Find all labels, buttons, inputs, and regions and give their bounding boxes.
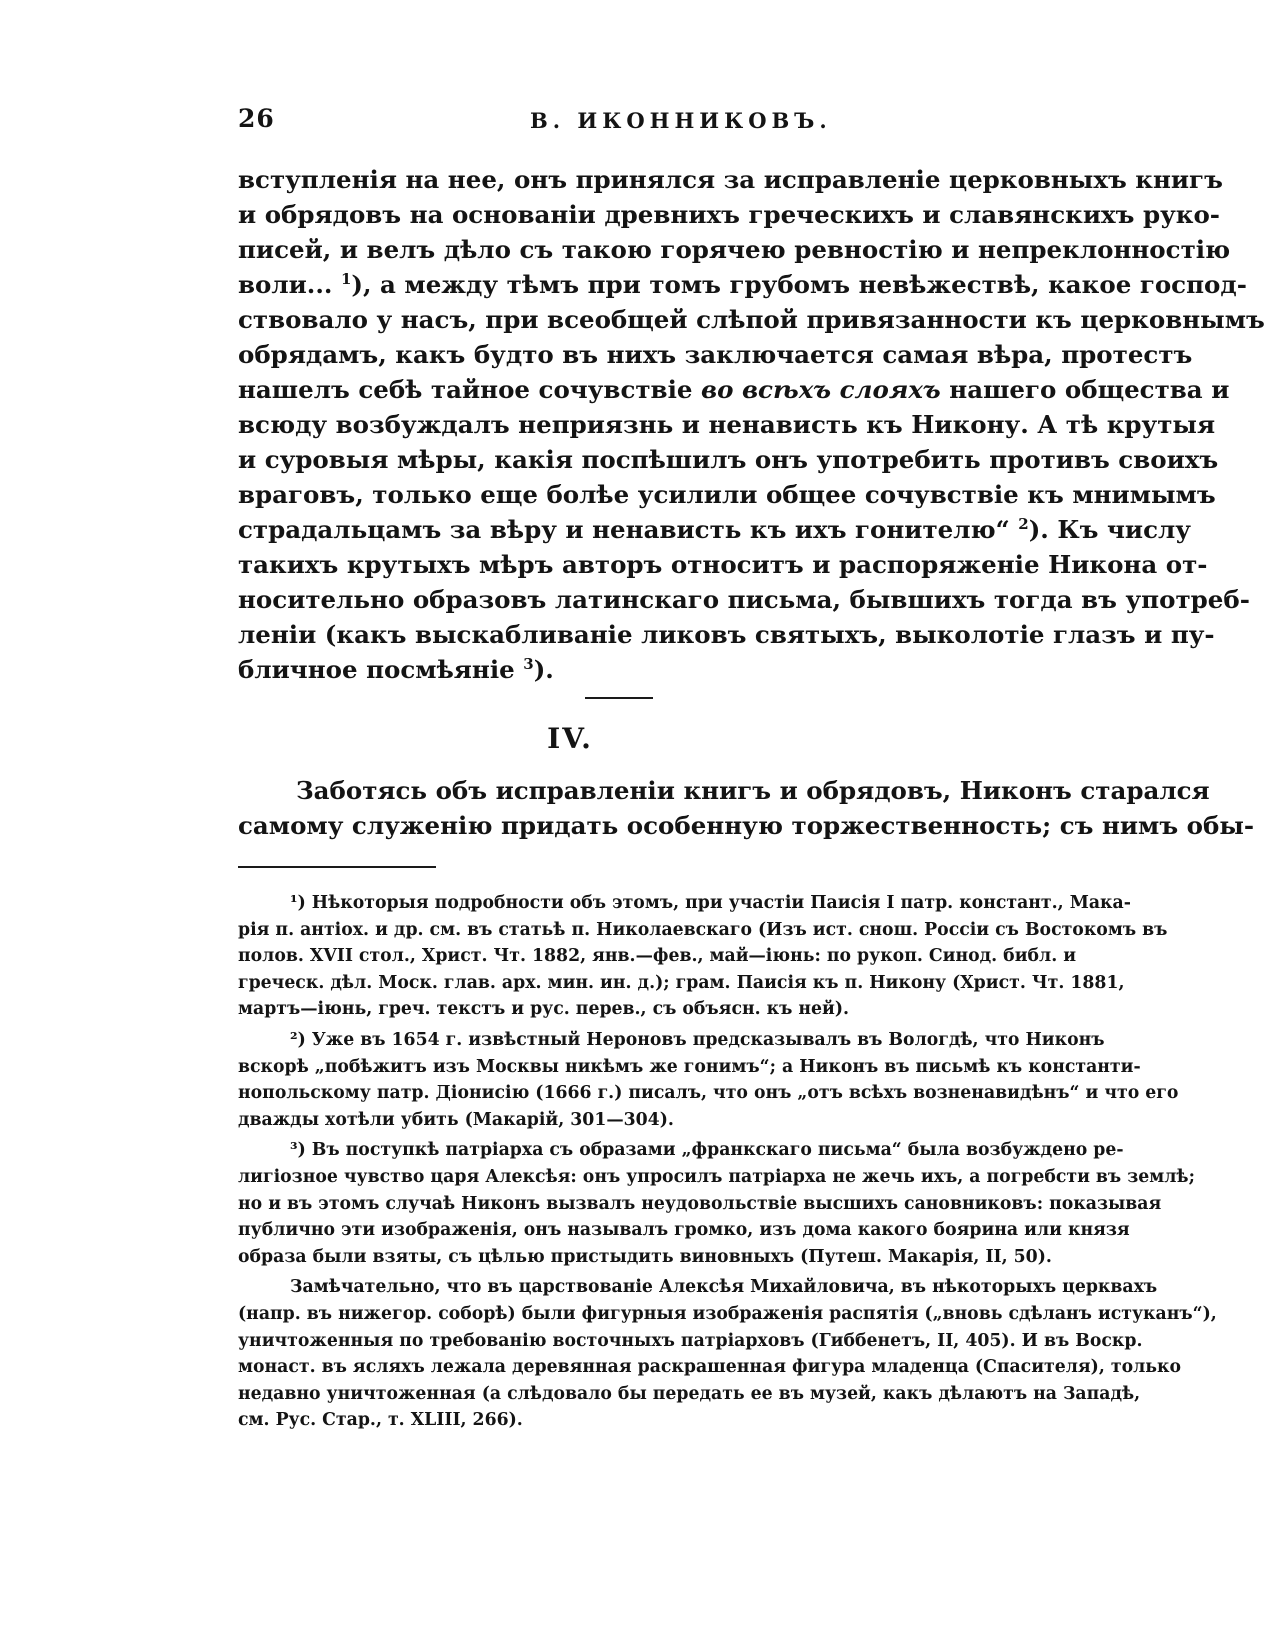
text-line: ствовало у насъ, при всеобщей слѣпой привязанности къ церковнымъ	[238, 305, 1265, 334]
footnote-line: Замѣчательно, что въ царствованіе Алексѣя Михайловича, въ нѣкоторыхъ церквахъ	[290, 1277, 1158, 1298]
text-line: бличное посмѣяніе $^3$).	[238, 654, 554, 684]
text-line: всюду возбуждалъ неприязнь и ненависть къ Никону. А тѣ крутыя	[238, 410, 1216, 439]
footnote-line: лигіозное чувство царя Алексѣя: онъ упросилъ патріарха не жечь ихъ, а погребсти въ землѣ;	[238, 1166, 1195, 1187]
footnote-ref: 2	[1018, 514, 1029, 533]
text-line: такихъ крутыхъ мѣръ авторъ относитъ и распоряженіе Никона от-	[238, 550, 1208, 579]
footnote-line: нопольскому патр. Діонисію (1666 г.) писалъ, что онъ „отъ всѣхъ возненавидѣнъ“ и что его	[238, 1083, 1179, 1104]
text-line: и обрядовъ на основаніи древнихъ греческихъ и славянскихъ руко-	[238, 200, 1220, 229]
footnote-line: ¹) Нѣкоторыя подробности объ этомъ, при участіи Паисія I патр. констант., Мака-	[290, 893, 1131, 913]
footnote-line: но и въ этомъ случаѣ Никонъ вызвалъ неудовольствіе высшихъ сановниковъ: показывая	[238, 1193, 1162, 1214]
footnote-line: монаст. въ ясляхъ лежала деревянная раскрашенная фигура младенца (Спасителя), только	[238, 1357, 1182, 1378]
footnote-line: греческ. дѣл. Моск. глав. арх. мин. ин. д.); грам. Паисія къ п. Никону (Христ. Чт. 1881,	[238, 972, 1125, 993]
text-line: носительно образовъ латинскаго письма, бывшихъ тогда въ употреб-	[238, 585, 1250, 614]
text-line: писей, и велъ дѣло съ такою горячею ревностію и непреклонностію	[238, 235, 1231, 264]
footnote-line: дважды хотѣли убить (Макарій, 301—304).	[238, 1109, 674, 1130]
footnotes	[238, 890, 1217, 1434]
footnote-line: (напр. въ нижегор. соборѣ) были фигурныя изображенія распятія („вновь сдѣланъ истуканъ“),	[238, 1303, 1217, 1324]
footnote-line: публично эти изображенія, онъ называлъ громко, изъ дома какого боярина или князя	[238, 1220, 1130, 1241]
footnote-line: ³) Въ поступкѣ патріарха съ образами „франкскаго письма“ была возбуждено ре-	[290, 1140, 1124, 1161]
text-line: враговъ, только еще болѣе усилили общее сочувствіе къ мнимымъ	[238, 480, 1216, 509]
text-line: обрядамъ, какъ будто въ нихъ заключается самая вѣра, протестъ	[238, 340, 1193, 369]
footnote-ref: 1	[340, 269, 352, 288]
footnote-line: см. Рус. Стар., т. XLIII, 266).	[238, 1410, 523, 1431]
text-line: леніи (какъ выскабливаніе ликовъ святыхъ, выколотіе глазъ и пу-	[238, 620, 1215, 649]
italic-emphasis: во всѣхъ слояхъ	[701, 375, 941, 404]
text-line: нашелъ себѣ тайное сочувствіе во всѣхъ слояхъ нашего общества и	[238, 375, 1230, 404]
footnote-line: ²) Уже въ 1654 г. извѣстный Нероновъ предсказывалъ въ Вологдѣ, что Никонъ	[290, 1029, 1105, 1050]
page-header	[238, 104, 893, 140]
running-head: В. ИКОННИКОВЪ.	[530, 108, 832, 133]
page-number: 26	[238, 104, 275, 133]
footnote-line: недавно уничтоженная (а слѣдовало бы передать ее въ музей, какъ дѣлаютъ на Западѣ,	[238, 1383, 1141, 1404]
footnote-line: вскорѣ „побѣжитъ изъ Москвы никѣмъ же гонимъ“; а Никонъ въ письмѣ къ константи-	[238, 1056, 1141, 1077]
text-line: самому служенію придать особенную торжественность; съ нимъ обы-	[238, 811, 1255, 840]
footnote-line: рія п. антіох. и др. см. въ статьѣ п. Николаевскаго (Изъ ист. снош. Россіи съ Востокомъ въ	[238, 919, 1168, 940]
text-line: Заботясь объ исправленіи книгъ и обрядовъ, Никонъ старался	[296, 776, 1210, 805]
section-divider	[585, 697, 653, 699]
footnote-ref: 3	[523, 654, 534, 673]
text-line: воли... $^1$), а между тѣмъ при томъ грубомъ невѣжествѣ, какое господ-	[238, 269, 1247, 299]
footnote-line: полов. XVII стол., Христ. Чт. 1882, янв.—фев., май—іюнь: по рукоп. Синод. библ. и	[238, 946, 1077, 967]
text-line: вступленія на нее, онъ принялся за исправленіе церковныхъ книгъ	[238, 165, 1223, 194]
footnote-rule	[238, 866, 436, 868]
section-number: IV.	[547, 722, 593, 755]
main-paragraph	[238, 162, 1265, 687]
text-line: страдальцамъ за вѣру и ненависть къ ихъ гонителю“ $^2$). Къ числу	[238, 514, 1191, 544]
footnote-line: уничтоженныя по требованію восточныхъ патріарховъ (Гиббенетъ, II, 405). И въ Воскр.	[238, 1330, 1143, 1351]
section-paragraph	[238, 773, 1255, 843]
footnote-line: образа были взяты, съ цѣлью пристыдить виновныхъ (Путеш. Макарія, II, 50).	[238, 1246, 1052, 1267]
footnote-line: мартъ—іюнь, греч. текстъ и рус. перев., съ объясн. къ ней).	[238, 999, 850, 1020]
text-line: и суровыя мѣры, какія поспѣшилъ онъ употребить противъ своихъ	[238, 445, 1219, 474]
